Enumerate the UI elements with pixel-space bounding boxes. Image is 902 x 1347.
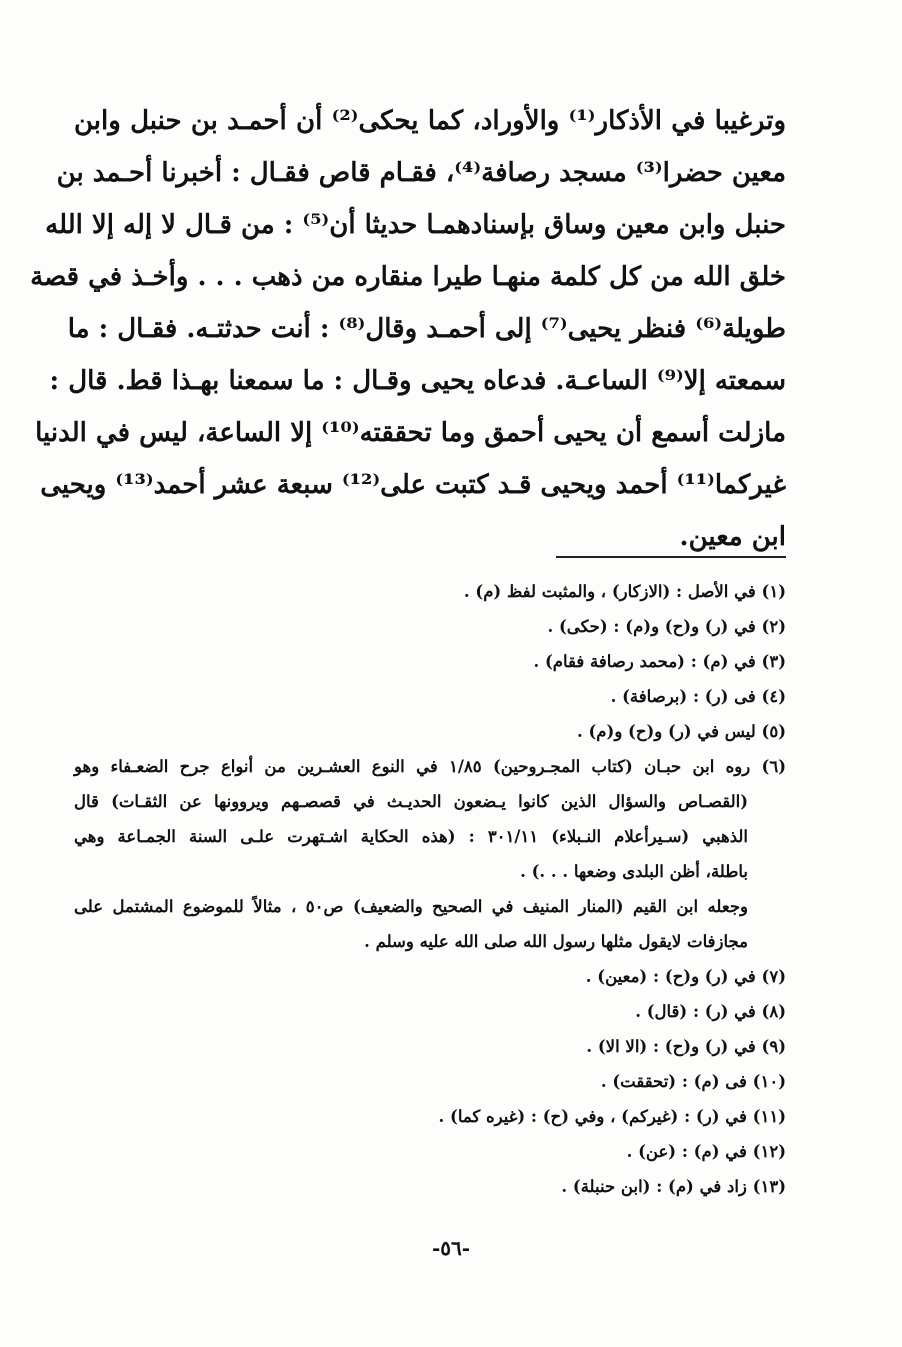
main-text-line: مازلت أسمع أن يحيى أحمق وما تحققته⁽¹⁰⁾ إلا الساعة، ليس في الدنيا bbox=[35, 418, 786, 448]
footnote-8: (٨) في (ر) : (قال) . bbox=[635, 1002, 786, 1021]
main-text-line: معين حضرا⁽³⁾ مسجد رصافة⁽⁴⁾، فقـام قاص فقـال : أخبرنا أحـمد بن bbox=[56, 158, 786, 188]
main-text-line: ابن معين. bbox=[679, 522, 786, 552]
main-text-line: طويلة⁽⁶⁾ فنظر يحيى⁽⁷⁾ إلى أحمـد وقال⁽⁸⁾ : أنت حدثتـه. فقـال : ما bbox=[67, 314, 786, 344]
main-text-line: وترغيبا في الأذكار⁽¹⁾ والأوراد، كما يحكى⁽²⁾ أن أحمـد بن حنبل وابن bbox=[74, 106, 787, 136]
footnote-10: (١٠) فى (م) : (تحققت) . bbox=[600, 1072, 786, 1091]
main-text-line: سمعته إلا⁽⁹⁾ الساعـة. فدعاه يحيى وقـال : ما سمعنا بهـذا قط. قال : bbox=[49, 366, 786, 396]
main-text-block bbox=[30, 95, 787, 563]
footnote-6-continuation: الذهبي (سـيرأعلام النـبلاء) ٣٠١/١١ : (هذه الحكاية اشـتهرت علـى السنة الجمـاعة وهي bbox=[74, 827, 749, 846]
footnote-6-continuation: باطلة، أظن البلدى وضعها . . .) . bbox=[520, 862, 748, 881]
footnote-6-continuation: وجعله ابن القيم (المنار المنيف في الصحيح والضعيف) ص٥٠ ، مثالاً للموضوع المشتمل على bbox=[74, 897, 748, 916]
footnote-divider bbox=[556, 556, 786, 558]
main-text-line: حنبل وابن معين وساق بإسنادهمـا حديثا أن⁽⁵⁾ : من قـال لا إله إلا الله bbox=[45, 210, 786, 240]
footnote-7: (٧) في (ر) و(ح) : (معين) . bbox=[585, 967, 786, 986]
footnote-2: (٢) في (ر) و(ح) و(م) : (حكى) . bbox=[547, 617, 786, 636]
footnote-12: (١٢) في (م) : (عن) . bbox=[626, 1142, 786, 1161]
footnote-6-continuation: (القصـاص والسؤال الذين كانوا يـضعون الحديـث في قصصـهم ويروونها عن الثقـات) قال bbox=[74, 792, 748, 811]
footnote-6: (٦) روه ابن حبـان (كتاب المجـروحين) ١/٨٥ في النوع العشـرين من أنواع جرح الضعـفاء وهو bbox=[74, 757, 786, 776]
footnote-3: (٣) في (م) : (محمد رصافة فقام) . bbox=[533, 652, 786, 671]
page-number: -٥٦- bbox=[431, 1236, 471, 1260]
footnote-5: (٥) ليس في (ر) و(ح) و(م) . bbox=[577, 722, 786, 741]
footnote-6-continuation: مجازفات لايقول مثلها رسول الله صلى الله عليه وسلم . bbox=[364, 932, 748, 951]
main-text-line: غيركما⁽¹¹⁾ أحمد ويحيى قـد كتبت على⁽¹²⁾ سبعة عشر أحمد⁽¹³⁾ ويحيى bbox=[40, 470, 786, 500]
footnote-11: (١١) في (ر) : (غيركم) ، وفي (ح) : (غيره كما) . bbox=[438, 1107, 786, 1126]
footnotes-block bbox=[74, 574, 786, 1204]
footnote-4: (٤) فى (ر) : (برصافة) . bbox=[610, 687, 786, 706]
footnote-9: (٩) في (ر) و(ح) : (الا الا) . bbox=[586, 1037, 786, 1056]
main-text-line: خلق الله من كل كلمة منهـا طيرا منقاره من ذهب . . . وأخـذ في قصة bbox=[30, 262, 786, 292]
footnote-1: (١) في الأصل : (الازكار) ، والمثبت لفظ (م) . bbox=[463, 582, 786, 601]
footnote-13: (١٣) زاد في (م) : (ابن حنبلة) . bbox=[561, 1177, 786, 1196]
